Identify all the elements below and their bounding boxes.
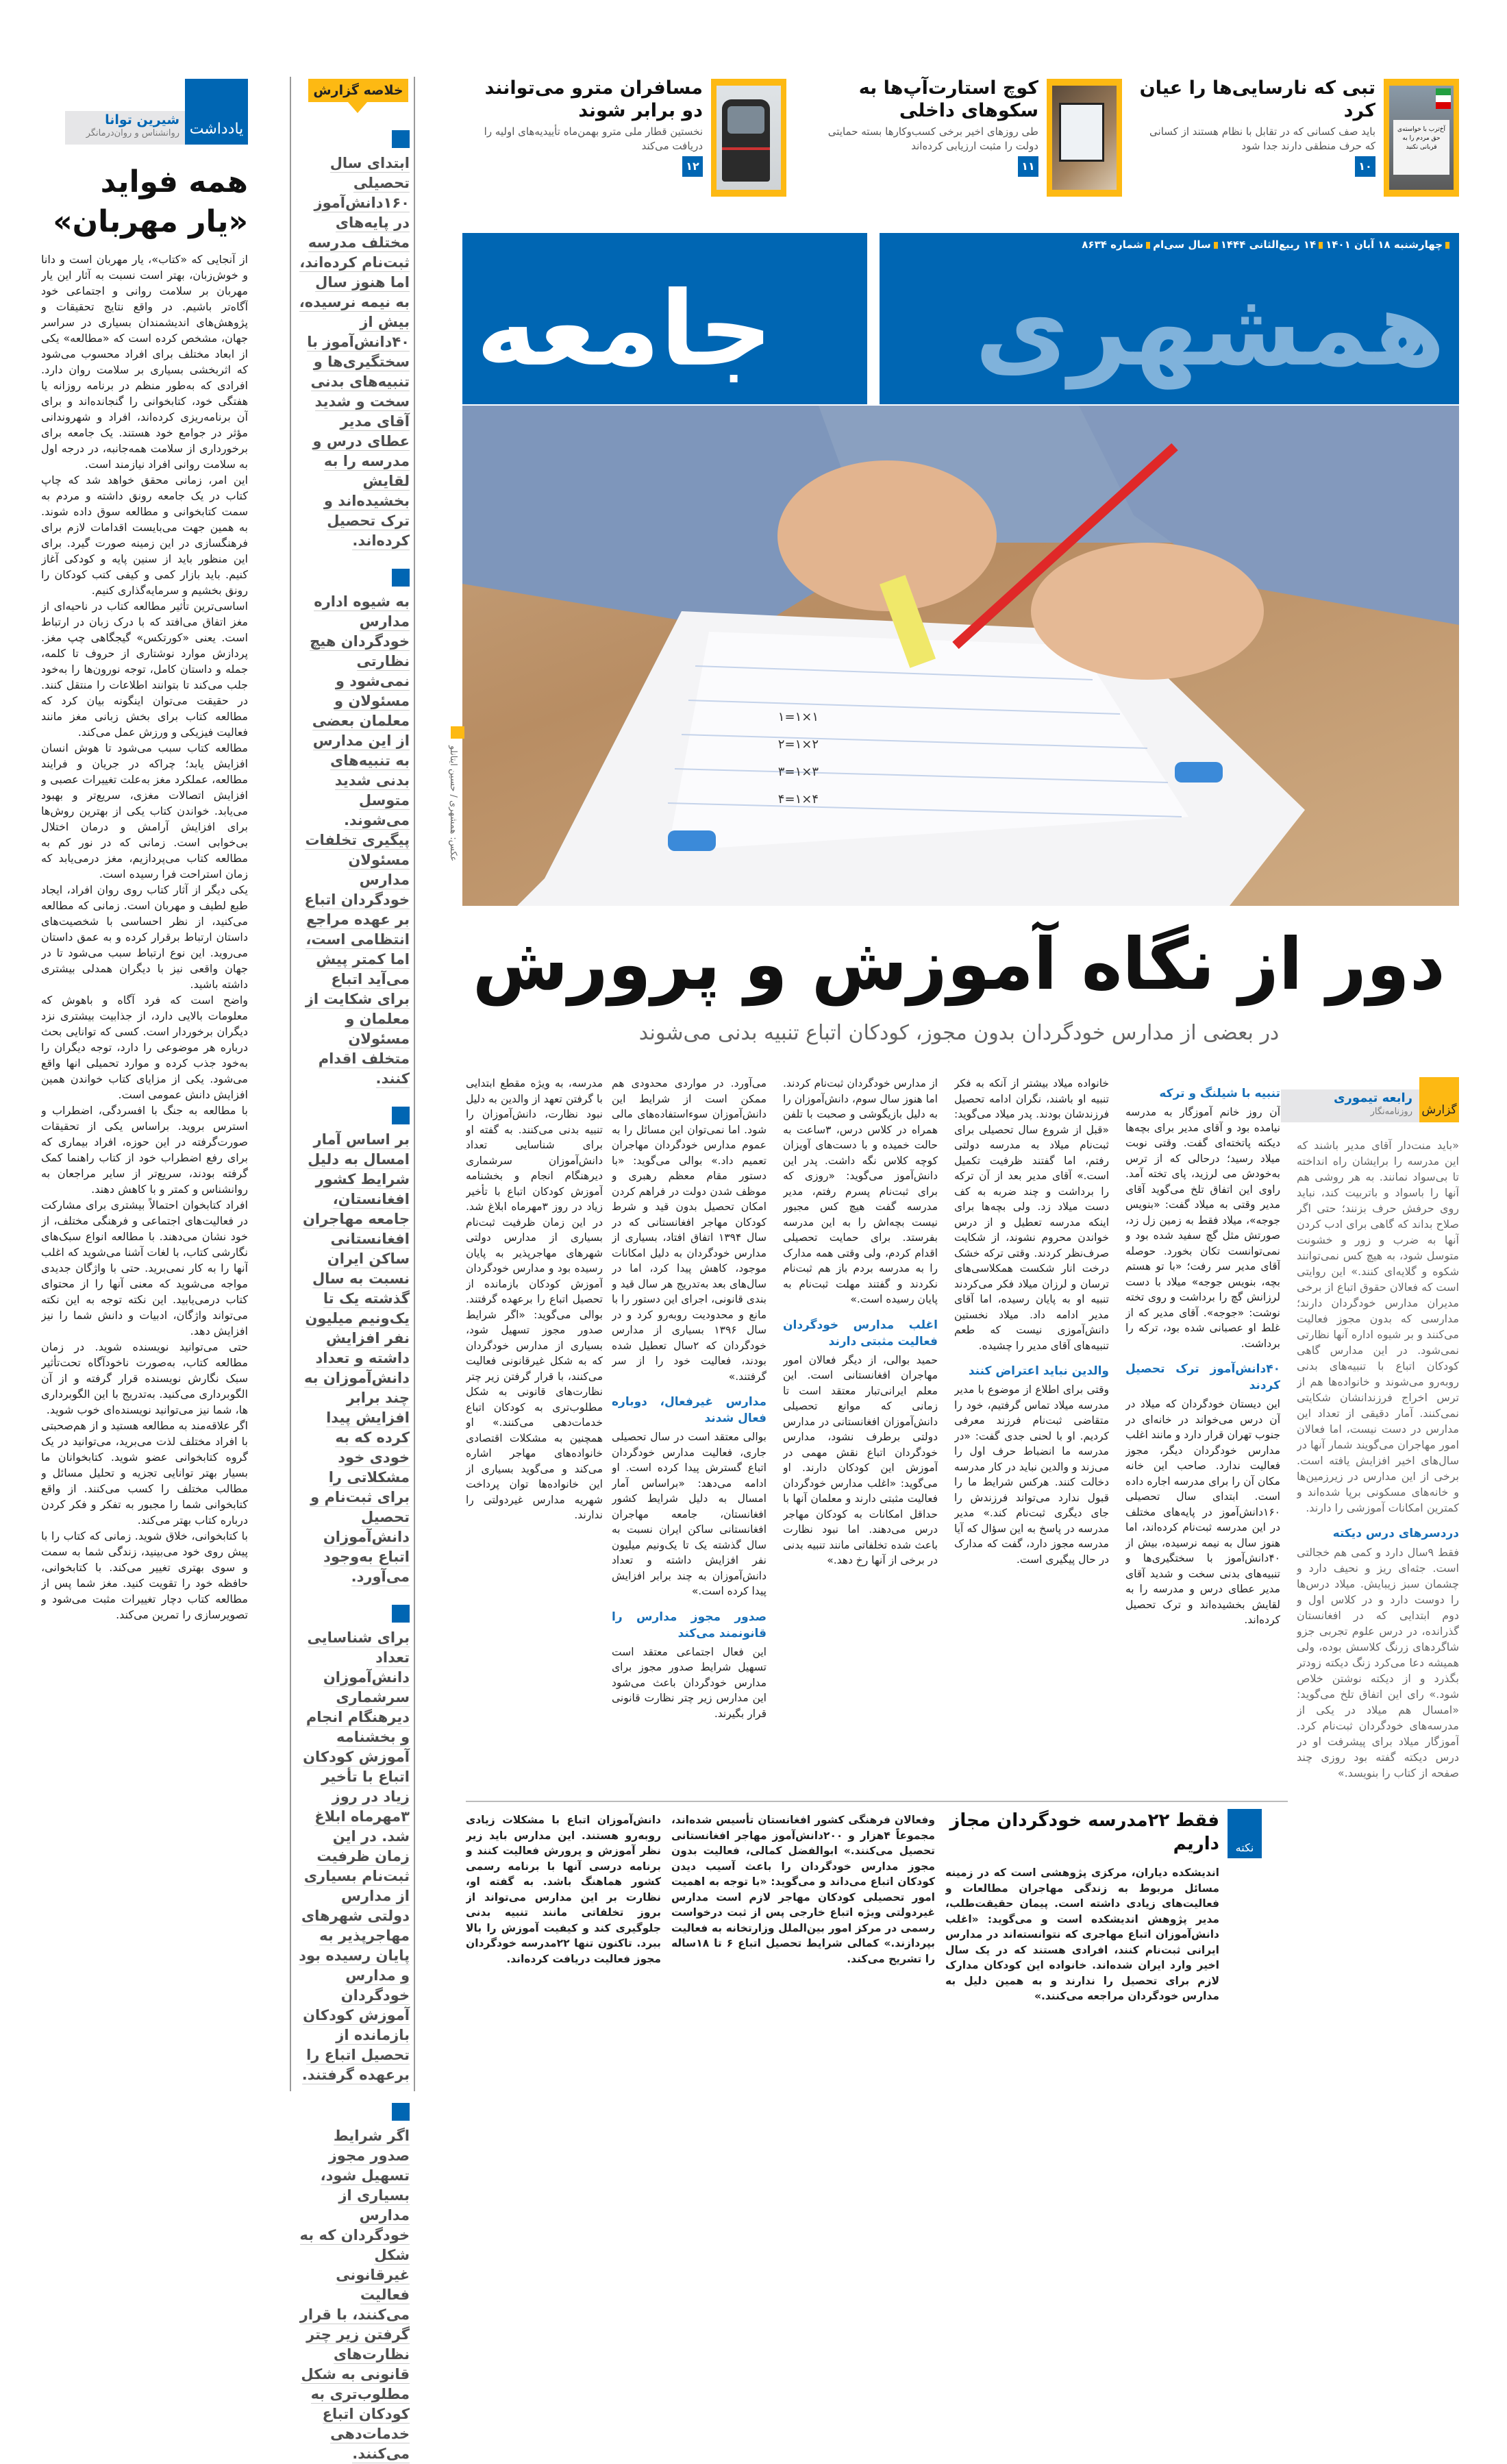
hijri-date: ۱۴ ربیع‌الثانی ۱۴۴۴ [1220,238,1317,251]
summary-text: برای شناسایی تعداد دانش‌آموزان سرشماری دیرهنگام انجام و بخشنامه آموزش کودکان اتباع با تأخیر زیاد در روز ۳مهرماه ابلاغ شد. در این زمان ظرفیت ثبت‌نام بسیاری از مدارس دولتی شهرهای مهاجرپذیر به پایان رسیده بود و مدارس خودگردان آموزش کودکان بازمانده از تحصیل اتباع را برعهده گرفتند. [299,1629,410,2083]
report-author-name: رابعه تیموری [1334,1091,1412,1105]
teaser-page-number: ۱۲ [682,156,703,177]
note-paragraph: اگر علاقه‌مند به مطالعه هستید و از هم‌صحبتی با افراد مختلف لذت می‌برید، می‌توانید در یک گروه کتابخوانی عضو شوید. کتابخوانان ما بسیار بهتر توانایی تجزیه و تحلیل مسائل و مطالب مختلف را کسب می‌کنند. از واقع کتابخوانی شما را مجبور به تفکر و فکر کردن درباره کتاب بهتر می‌کند. [41,1419,248,1527]
article-paragraph: حمید بوالی، از دیگر فعالان امور مهاجران افغانستانی است. این معلم ایرانی‌تبار معتقد است تا زمانی که موانع تحصیلی دانش‌آموزان افغانستانی در مدارس دولتی برطرف نشود، مدارس خودگردان اتباع نقش مهمی در آموزش این کودکان دارند. او می‌گوید: «اغلب مدارس خودگردان فعالیت مثبتی دارند و معلمان آنها با حداقل امکانات به کودکان مهاجر درس می‌دهند. اما نبود نظارت باعث شده تخلفاتی مانند تنبیه بدنی در برخی از آنها رخ دهد.» [783,1353,938,1566]
summary-item [299,1107,410,1587]
board-line: ۳×۱=۳ [777,765,819,779]
article-subheading: اغلب مدارس خودگردان فعالیت مثبتی دارند [783,1318,938,1348]
photo-credit-text: عکس: همشهری / حسین ایتانلو [448,746,458,862]
nokte-main [945,1809,1219,2090]
teaser-item[interactable] [800,77,1122,224]
board-line: ۲×۱=۲ [777,737,819,752]
headline-block [466,913,1452,1067]
masthead [462,233,1459,404]
note-header [41,79,248,145]
teaser-desc: نخستین قطار ملی مترو بهمن‌ماه تأییدیه‌های اولیه را دریافت می‌کند [484,125,703,152]
column-divider [414,77,415,2091]
issue-number: شماره ۸۶۳۴ [1082,238,1144,251]
note-paragraph: واضح است که فرد آگاه و باهوش که معلومات بالایی دارد، از جذابیت بیشتری نزد دیگران برخوردار است. کسی که توانایی بحث درباره هر موضوعی را دارد، توجه دیگران را به‌خود جذب کرده و موارد تحمیلی انها واقع می‌شود. یکی از مزایای کتاب خواندن همین افزایش دانش عمومی است. [41,994,248,1101]
article-subheading: مدارس غیرفعال، دوباره فعال شدند [612,1395,767,1425]
summary-tag: خلاصه گزارش [308,79,408,102]
article-paragraph: مدرسه، به ویژه مقطع ابتدایی با گرفتن تعهد از والدین به دلیل نبود نظارت، دانش‌آموزان را تنبیه بدنی می‌کنند. به گفته او برای شناسایی تعداد دانش‌آموزان سرشماری دیرهنگام انجام و بخشنامه آموزش کودکان اتباع با تأخیر زیاد در روز ۳مهرماه ابلاغ شد. در این زمان ظرفیت ثبت‌نام بسیاری از مدارس دولتی شهرهای مهاجرپذیر به پایان رسیده بود و مدارس خودگردان آموزش کودکان بازمانده از تحصیل اتباع را برعهده گرفتند. بوالی می‌گوید: «اگر شرایط صدور مجوز تسهیل شود، بسیاری از مدارس خودگردان که به شکل غیرقانونی فعالیت می‌کنند، با قرار گرفتن زیر چتر نظارت‌های قانونی به شکل مطلوب‌تری به کودکان اتباع خدمات‌دهی می‌کنند.» او همچنین به مشکلات اقتصادی خانواده‌های مهاجر اشاره می‌کند و می‌گوید بسیاری از این خانواده‌ها توان پرداخت شهریه مدارس غیردولتی را ندارند. [466,1077,603,1521]
teaser-page-number: ۱۰ [1355,156,1375,177]
article-subheading: صدور مجوز مدارس را قانونمند می‌کند [612,1610,767,1640]
nokte-column: اندیشکده دیاران، مرکزی پژوهشی است که در زمینه مسائل مربوط به زندگی مهاجران مطالعات و فعالیت‌های زیادی داشته است. پیمان حقیقت‌طلب، مدیر پژوهش اندیشکده است و می‌گوید: «اغلب دانش‌آموزان اتباع مهاجری که نتوانسته‌اند در مدارس ایرانی ثبت‌نام کنند، افرادی هستند که در یک سال اخیر وارد ایران شده‌اند. خانواده این کودکان مدارک لازم برای تحصیل را ندارند و به همین دلیل به مدارس خودگردان مراجعه می‌کنند.» [945,1867,1219,2002]
note-author-role: روانشناس و روان‌درمانگر [86,128,179,138]
logo-hamshahri: همشهری [974,269,1445,389]
note-paragraph: با کتابخوانی، خلاق شوید. زمانی که کتاب را با پیش روی خود می‌بینید، زندگی شما به سمت و سوی بهتری تغییر می‌کند. با کتابخوانی، حافظه خود را تقویت کنید. مغز شما پس از مطالعه کتاب دچار تغییرات مثبت می‌شود و تصویرسازی را تمرین می‌کند. [41,1529,248,1621]
teaser-photo [1047,79,1122,197]
section-divider [466,1801,1288,1802]
note-paragraph: مطالعه کتاب سبب می‌شود تا هوش انسان افزایش یابد؛ چراکه در جریان و فرایند مطالعه، عملکرد مغز به‌علت تغییرات عصبی و افزایش اتصالات مغزی، سریع‌تر و بهبود می‌یابد. خواندن کتاب یکی از بهترین روش‌ها برای افزایش آرامش و درمان اختلال بی‌خوابی است. زمانی که در نور کم به مطالعه کتاب می‌پردازیم، مغز درمی‌یابد که زمان استراحت فرا رسیده است. [41,741,248,880]
article-column [466,1076,603,1788]
metro-train-icon [722,99,770,182]
chart-tablet-icon [1059,103,1104,162]
column-divider [290,77,291,2091]
main-photo [462,406,1459,906]
article-column [1125,1076,1280,1788]
note-paragraph: این امر، زمانی محقق خواهد شد که چاپ کتاب در یک جامعه رونق داشته و مردم به سمت کتابخوانی و مطالعه سوق داده شوند. به همین جهت می‌بایست اقدامات لازم برای فرهنگسازی در این زمینه صورت گیرد. برای این منظور باید از سنین پایه و کودکی آغاز کنیم. باید بازار کمی و کیفی کتب کودکان را رونق بخشیم و سرمایه‌گذاری کنیم. [41,473,248,597]
nokte-title: فقط ۲۲مدرسه خودگردان مجاز داریم [949,1810,1219,1854]
note-column [41,79,248,2090]
note-section-tag: یادداشت [185,79,248,145]
teaser-title[interactable]: کوچ استارت‌آپ‌ها به سکوهای داخلی [858,77,1038,121]
teaser-desc: باید صف کسانی که در تقابل با نظام هستند از کسانی که حرف منطقی دارند جدا شود [1149,125,1375,152]
article-paragraph: این فعال اجتماعی معتقد است تسهیل شرایط صدور مجوز برای مدارس خودگردان باعث می‌شود این مدارس زیر چتر نظارت قانونی قرار بگیرند. [612,1645,767,1720]
note-author-box [65,111,185,145]
article-paragraph: وقتی برای اطلاع از موضوع با مدیر مدرسه میلاد تماس گرفتیم، خود را متقاضی ثبت‌نام فرزند معرفی کردیم. او با لحنی جدی گفت: «در مدرسه ما انضباط حرف اول را می‌زند و والدین نباید در کار مدرسه دخالت کنند. هرکس شرایط ما را قبول ندارد می‌تواند فرزندش را جای دیگری ثبت‌نام کند.» مدیر مدرسه در پاسخ به این سؤال که آیا مدرسه مجوز دارد، گفت که مدارک در حال پیگیری است. [954,1383,1109,1566]
teaser-photo [1384,79,1459,197]
article-paragraph: فقط ۹سال دارد و کمی هم خجالتی است. جثه‌ای ریز و نحیف دارد و چشمان سبز زیبایش. میلاد درس‌ها را دوست دارد و در کلاس اول و دوم ابتدایی که در افغانستان گذرانده، در درس علوم تجربی جزو شاگردهای زرنگ کلاسش بوده، ولی همیشه دعا می‌کرد زنگ دیکته زودتر بگذرد و از دیکته نوشتن خلاص شود.» رای این اتفاق تلخ می‌گوید: «امسال هم میلاد در یکی از مدرسه‌های خودگردان ثبت‌نام کرد. آموزگار میلاد برای پیشرفت او در درس دیکته گفته بود روزی چند صفحه از کتاب را بنویسد.» [1297,1546,1459,1779]
nokte-tag: نکته [1228,1809,1262,1858]
nokte-column: وفعالان فرهنگی کشور افغانستان تأسیس شده‌اند، مجموعاً ۴هزار و ۲۰۰دانش‌آموز مهاجر افغانستانی تحصیل می‌کنند.» ابوالفضل کمالی، فعالیت بدون مجوز مدارس خودگردان را باعث آسیب دیدن کودکان اتباع می‌داند و می‌گوید: «با توجه به اهمیت امور تحصیلی کودکان مهاجر لازم است مدارس غیردولتی ویژه اتباع خارجی پس از ثبت درخواست رسمی در مرکز امور بین‌الملل وزارتخانه به فعالیت بپردازند.» کمالی شرایط تحصیل اتباع ۶ تا ۱۸ساله را تشریح می‌کند. [671,1814,935,1965]
main-headline: دور از نگاه آموزش و پرورش [472,922,1446,1006]
summary-bullet-icon [392,1107,410,1124]
article-subheading: تنبیه با شیلنگ و ترکه [1159,1087,1280,1100]
teaser-title[interactable]: تبی که نارسایی‌ها را عیان کرد [1139,77,1375,121]
summary-list [299,130,410,2464]
article-column [954,1076,1109,1788]
note-paragraph: با مطالعه به‌ جنگ با افسردگی، اضطراب و استرس بروید. براساس یکی از تحقیقات صورت‌گرفته در این حوزه، افراد بیماری که برای رفع اضطراب خود از کتاب راهنما کمک گرفته بودند، سریع‌تر از سایر مراجعان به روانشناس و کمتر و با کاهش دهند. [41,1104,248,1196]
note-paragraph: افراد کتابخوان احتمالاً بیشتری برای مشارکت در فعالیت‌های اجتماعی و فرهنگی مختلف، از خود نشان می‌دهند. با مطالعه انواع سبک‌های نگارشی کتاب، با لغات آشنا می‌شوید که اغلب آنها را به کار نمی‌برید. حتی با واژگان جدیدی مواجه می‌شوید که معنی آنها را از محتوای کتاب درمی‌یابید. این نکته توجه به این نکته می‌تواند واژگان، ادبیات و دانش شما را نیز افزایش دهد. [41,1198,248,1338]
teaser-page-number: ۱۱ [1018,156,1038,177]
summary-bullet-icon [392,569,410,587]
note-paragraph: اساسی‌ترین تأثیر مطالعه کتاب در ناحیه‌ای از مغز اتفاق می‌افتد که با درک زبان در ارتباط است. یعنی «کورتکس» گیجگاهی چپ مغز. پردازش موارد نوشتاری از حروف تا کلمه، جمله و داستان کامل، توجه نورون‌ها را به‌خود جلب می‌کند تا بتوانند اطلاعات را منتقل کنند. در حقیقت می‌توان اینگونه بیان کرد که مطالعه کتاب برای بخش زبانی مغز مانند فعالیت فیزیکی و ورزش عمل می‌کند. [41,600,248,739]
article-paragraph: می‌آورد. در مواردی محدودی هم ممکن است از شرایط این دانش‌آموزان سوءاستفاده‌های مالی شود. اما نمی‌توان این مسائل را به عموم مدارس خودگردان مهاجران تعمیم داد.» بوالی می‌گوید: «با دستور مقام معظم رهبری و موظف شدن دولت در فراهم کردن امکان تحصیل بدون قید و شرط کودکان مهاجر افغانستانی که در سال ۱۳۹۴ اتفاق افتاد، بسیاری از مدارس خودگردان به دلیل امکانات موجود، کاهش پیدا کرد، اما در سال‌های بعد به‌تدریج هر سال قید و بندی قانونی، اجرای این دستور را با مانع و محدودیت روبه‌رو کرد و در سال ۱۳۹۶ بسیاری از مدارس خودگردان که ۲سال تعطیل شده بودند، فعالیت خود را از سر گرفتند.» [612,1077,767,1383]
report-author-box [1281,1089,1419,1122]
protest-sign: آخ‌ترب با خواسته‌ی حق مردم را به قربانی نکنید [1393,120,1449,175]
summary-item [299,1605,410,2085]
summary-item [299,569,410,1089]
article-paragraph: خانواده میلاد بیشتر از آنکه به فکر تنبیه او باشند، نگران ادامه تحصیل فرزندشان بودند. پدر میلاد می‌گوید: «قبل از شروع سال تحصیلی برای ثبت‌نام میلاد به مدرسه دولتی رفتم، اما گفتند ظرفیت تکمیل است.» آقای مدیر بعد از آن ترکه را برداشت و چند ضربه به کف دست میلاد زد. ولی بچه‌ها برای اینکه مدرسه تعطیل و از درس خواندن محروم نشوند، از شکایت صرف‌نظر کردند. وقتی ترکه خشک درخت انار شکست همکلاسی‌های ترسان و لرزان میلاد فکر می‌کردند تنبیه او به پایان رسیده، اما آقای مدیر ادامه داد. میلاد نخستین دانش‌آموزی نیست که طعم تنبیه‌های آقای مدیر را چشیده. [954,1077,1109,1352]
note-paragraph: حتی می‌توانید نویسنده شوید. در زمان مطالعه کتاب، به‌صورت ناخودآگاه تحت‌تأثیر سبک نگارش نویسنده قرار گرفته و از آن الگوبرداری می‌کنید. به‌تدریج با این الگوبرداری ها، شما نیز می‌توانید نویسنده‌ای خوب شوید. [41,1340,248,1416]
flag-icon [1436,88,1451,109]
issue-date-line [1082,237,1452,252]
note-paragraph: یکی دیگر از آثار کتاب روی روان افراد، ایجاد طبع لطیف و مهربان است. زمانی که مطالعه می‌کنید، از نظر احساسی با شخصیت‌های داستان ارتباط برقرار کرده و به عمق داستان می‌روید. این نوع ارتباط سبب می‌شود تا در جهان واقعی نیز با دیگران همدلی بیشتری داشته باشید. [41,883,248,991]
article-subheading: دردسرهای درس دیکته [1332,1527,1459,1540]
article-column [612,1076,767,1788]
credit-marker-icon [451,726,464,739]
article-column [1297,1137,1459,2090]
article-column [783,1076,938,1788]
article-paragraph: از مدارس خودگردان ثبت‌نام کردند. اما هنوز سال سوم، دانش‌آموزان را به دلیل بازیگوشی و صحبت با تلفن همراه در کلاس درس، ۳ساعت به حالت خمیده و با دست‌های آویزان کوچه کلاس نگه داشت. پدر این دانش‌آموز می‌گوید: «روزی که برای ثبت‌نام پسرم رفتم، مدیر مدرسه گفت هیچ کس مجبور نیست بچه‌اش را به این مدرسه بفرستد. برای حمایت تحصیلی اقدام کردم، ولی وقتی همه مدارک را به مدرسه بردم باز هم ثبت‌نام نکردند و گفتند مهلت ثبت‌نام به پایان رسیده است.» [783,1077,938,1305]
teaser-title[interactable]: مسافران مترو می‌توانند دو برابر شوند [484,77,703,121]
main-subheadline: در بعضی از مدارس خودگردان بدون مجوز، کودکان اتباع تنبیه بدنی می‌شوند [638,1021,1280,1045]
article-subheading: والدین نباید اعتراض کنند [968,1364,1109,1378]
summary-bullet-icon [392,2103,410,2121]
report-author-role: روزنامه‌نگار [1370,1107,1412,1117]
photo-credit [444,726,471,906]
teaser-photo [711,79,786,197]
date: چهارشنبه ۱۸ آبان ۱۴۰۱ [1325,238,1443,251]
summary-text: ابتدای سال تحصیلی ۱۶۰دانش‌آموز در پایه‌های مختلف مدرسه ثبت‌نام کرده‌اند، اما هنوز سال به نیمه نرسیده، بیش از ۴۰دانش‌آموز با سختگیری‌ها و تنبیه‌های بدنی سخت و شدید آقای مدیر عطای درس و مدرسه را به لقایش بخشیده‌اند و ترک تحصیل کرده‌اند. [299,155,410,549]
teaser-item[interactable] [1137,77,1459,224]
board-line: ۴×۱=۴ [777,792,819,806]
summary-bullet-icon [392,1605,410,1623]
report-section-tag: گزارش [1419,1077,1459,1122]
nokte-column: دانش‌آموزان اتباع با مشکلات زیادی روبه‌رو هستند. این مدارس باید زیر نظر آموزش و پرورش فعالیت کنند و برنامه درسی آنها با برنامه رسمی کشور هماهنگ باشد. به گفته او، نظارت بر این مدارس می‌تواند از بروز تخلفاتی مانند تنبیه بدنی جلوگیری کند و کیفیت آموزش را بالا ببرد. تاکنون تنها ۲۲مدرسه خودگردان مجوز فعالیت دریافت کرده‌اند. [466,1814,661,1965]
article-paragraph: آن روز خانم آموزگار به مدرسه نیامده بود و آقای مدیر برای بچه‌ها دیکته پاتخته‌ای گفت. وقتی نوبت میلاد رسید؛ درحالی که از ترس به‌خودش می لرزید، پای تخته آمد. راوی این اتفاق تلخ می‌گوید آقای مدیر وقتی به میلاد گفت: «بنویس جوجه»، میلاد فقط به زمین زل زد، صورتش مثل گچ سفید شده بود و نمی‌توانست تکان بخورد. حوصله آقای مدیر سر رفت؛ «با تو هستم بچه، بنویس جوجه» میلاد با دست لرزانش گچ را برداشت و روی تخته نوشت: «جوجه». آقای مدیر که از غلط او عصبانی شده بود، ترکه را برداشت. [1125,1106,1280,1350]
student-writing-illustration [462,406,1459,906]
summary-item [299,130,410,551]
logo-section-jameh: جامعه [476,269,773,389]
article-paragraph: «باید منت‌دار آقای مدیر باشند که این مدرسه را برایشان راه انداخته تا بی‌سواد نمانند. به هر روشی هم آنها را باسواد و باتربیت کند، نباید روی حرفش حرف بزنند؛ حتی اگر صلاح بداند که گاهی برای ادب کردن آنها به ضرب و زور و خشونت متوسل شود، به هیچ کس نمی‌توانند شکوه و گلایه‌ای کنند.» این روایتی است که فعالان حقوق اتباع از برخی مدیران مدارس خودگردان دارند؛ مدارسی که بدون مجوز فعالیت می‌کنند و بر شیوه اداره آنها نظارتی نمی‌شود. در این مدارس گاهی کودکان اتباع با تنبیه‌های بدنی روبه‌رو می‌شوند و خانواده‌ها هم از ترس اخراج فرزندانشان شکایتی نمی‌کنند. آمار دقیقی از تعداد این مدارس در دست نیست، اما فعالان امور مهاجران می‌گویند شمار آنها در سال‌های اخیر افزایش یافته است. برخی از این مدارس در زیرزمین‌ها و خانه‌های مسکونی برپا شده‌اند و کمترین امکانات آموزشی را دارند. [1297,1139,1459,1514]
note-paragraph: از آنجایی که «کتاب»، یار مهربان است و دانا و خوش‌زبان، بهتر است نسبت به آثار این یار مهربان بر سلامت روانی و اجتماعی خود آگاه‌تر باشیم. در واقع نتایج تحقیقات و پژوهش‌های اندیشمندان بسیاری در سراسر جهان، مشخص کرده است که «مطالعه» یکی از ابعاد مختلف برای افراد محسوب می‌شود که اثربخشی بسیاری بر سلامت روان دارد. افرادی که به‌طور منظم در برنامه روزانه یا هفتگی خود، کتابخوانی را گنجانده‌اند و برای آن برنامه‌ریزی کرده‌اند، افراد و شهروندانی مؤثر در جوامع خود هستند. یک جامعه برای برخورداری از سلامت همه‌جانبه، در درجه اول به سلامت روانی افراد نیازمند است. [41,253,248,471]
summary-text: اگر شرایط صدور مجوز تسهیل شود، بسیاری از مدارس خودگردان که به شکل غیرقانونی فعالیت می‌کنند، با قرار گرفتن زیر چتر نظارت‌های قانونی به شکل مطلوب‌تری به کودکان اتباع خدمات‌دهی می‌کنند. [299,2128,410,2462]
summary-bullet-icon [392,130,410,148]
summary-text: بر اساس آمار امسال به دلیل شرایط کشور افغانستان، جامعه مهاجران افغانستانی ساکن ایران نسبت به سال گذشته یک تا یک‌ونیم میلیون نفر افزایش داشته و تعداد دانش‌آموزان به چند برابر افزایش پیدا کرده که به خودی خود مشکلاتی را برای ثبت‌نام و تحصیل دانش‌آموزان اتباع به‌وجود می‌آورد. [303,1131,410,1585]
teaser-desc: طی روزهای اخیر برخی کسب‌وکارها بسته حمایتی دولت را مثبت ارزیابی کرده‌اند [827,125,1038,152]
article-subheading: ۴۰دانش‌آموز ترک تحصیل کردند [1125,1362,1280,1392]
article-paragraph: این دیستان خودگردان که میلاد در آن درس می‌خواند در خانه‌ای در جنوب تهران قرار دارد و مانند اغلب مدارس خودگردان دیگر، مجوز فعالیت ندارد. صاحب این خانه مکان آن را برای مدرسه اجاره داده است. ابتدای سال تحصیلی ۱۶۰دانش‌آموز در پایه‌های مختلف در این مدرسه ثبت‌نام کرده‌اند، اما هنوز سال به نیمه نرسیده، بیش از ۴۰دانش‌آموز با سختگیری‌ها و تنبیه‌های بدنی سخت و شدید آقای مدیر عطای درس و مدرسه را به لقایش بخشیده‌اند و ترک تحصیل کرده‌اند. [1125,1398,1280,1626]
summary-text: به شیوه اداره مدارس خودگردان هیچ نظارتی نمی‌شود و مسئولان و معلمان بعضی از این مدارس به تنبیه‌های بدنی شدید متوسل می‌شوند. پیگیری تخلفات مسئولان مدارس خودگردان اتباع بر عهده مراجع انتظامی است، اما کمتر پیش می‌آید اتباع برای شکایت از معلمان و مسئولان متخلف اقدام کنند. [304,593,410,1087]
teaser-item[interactable] [464,77,786,224]
note-author-name: شیرین توانا [105,112,179,127]
note-body [41,251,248,2090]
year: سال سی‌ام [1153,238,1211,251]
article-paragraph: بوالی معتقد است در سال تحصیلی جاری، فعالیت مدارس خودگردان اتباع گسترش پیدا کرده است. او ادامه می‌دهد: «براساس آمار امسال به دلیل شرایط کشور افغانستان، جامعه مهاجران افغانستانی ساکن ایران نسبت به سال گذشته یک تا یک‌ونیم میلیون نفر افزایش داشته و تعداد دانش‌آموزان به چند برابر افزایش پیدا کرده است.» [612,1431,767,1597]
note-title: همه فواید «یار مهربان» [53,164,248,239]
board-line: ۱×۱=۱ [777,710,819,724]
summary-item [299,2103,410,2464]
